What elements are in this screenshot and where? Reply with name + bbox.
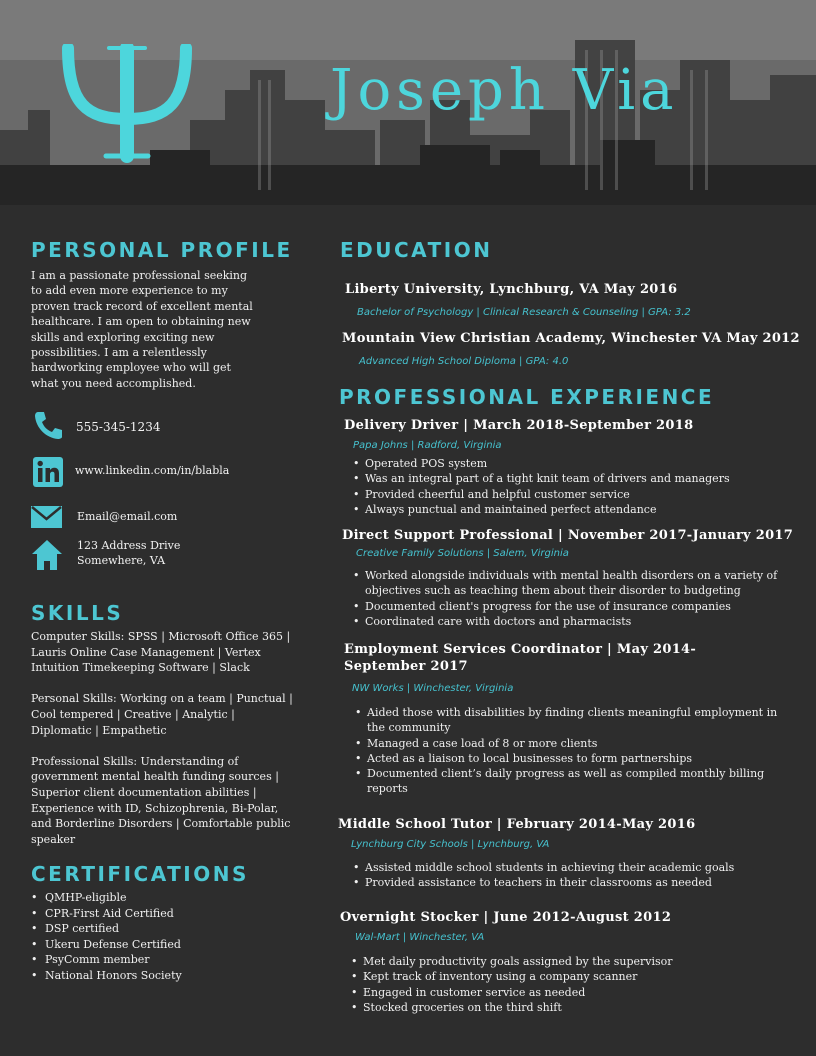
job-employer: Lynchburg City Schools | Lynchburg, VA (351, 839, 550, 850)
job-employer: Wal-Mart | Winchester, VA (355, 932, 485, 943)
list-item: • QMHP-eligible (31, 890, 182, 906)
header-banner (0, 0, 816, 205)
list-item: • Managed a case load of 8 or more clients (355, 736, 795, 751)
address-line1: 123 Address Drive (77, 539, 181, 552)
candidate-name: Joseph Via (330, 58, 679, 123)
email-address[interactable]: Email@email.com (77, 510, 178, 523)
computer-skills: Computer Skills: SPSS | Microsoft Office 365 | Lauris Online Case Management | Vertex Intuition Timekeeping Software | Slack (31, 630, 291, 675)
list-item: • Documented client's progress for the use of insurance companies (353, 599, 783, 614)
job-bullets (353, 456, 793, 517)
list-item: • Always punctual and maintained perfect attendance (353, 502, 793, 517)
profile-text: I am a passionate professional seeking to add even more experience to my proven track record of excellent mental healthcare. I am open to obtaining new skills and exploring exciting new possibilities. I am a relentlessly hardworking employee who will get what you need accomplished. (31, 269, 253, 390)
list-item: • Acted as a liaison to local businesses to form partnerships (355, 751, 795, 766)
experience-heading: PROFESSIONAL EXPERIENCE (339, 385, 715, 409)
education-title: Mountain View Christian Academy, Winchester VA May 2012 (342, 331, 800, 346)
list-item: • Operated POS system (353, 456, 793, 471)
job-title: Overnight Stocker | June 2012-August 2012 (340, 910, 672, 925)
list-item: • National Honors Society (31, 968, 182, 984)
list-item: • Worked alongside individuals with mental health disorders on a variety of objectives such as teaching them about their disorder to budgeting (353, 568, 783, 599)
professional-skills: Professional Skills: Understanding of government mental health funding sources | Superior client documentation abilities | Experience with ID, Schizophrenia, Bi-Polar, and Borderline Disorders | Comfortable public speaker (31, 754, 291, 846)
list-item: • DSP certified (31, 921, 182, 937)
linkedin-icon (33, 457, 63, 487)
job-title: Delivery Driver | March 2018-September 2018 (344, 418, 694, 433)
job-bullets (353, 860, 793, 891)
profile-heading: PERSONAL PROFILE (31, 238, 293, 262)
psi-symbol-icon (62, 44, 192, 164)
job-bullets (355, 705, 795, 797)
list-item: • CPR-First Aid Certified (31, 906, 182, 922)
job-bullets (353, 568, 783, 629)
address-line2: Somewhere, VA (77, 554, 166, 567)
list-item: • Coordinated care with doctors and pharmacists (353, 614, 783, 629)
list-item: • Met daily productivity goals assigned by the supervisor (351, 954, 791, 969)
job-title: Middle School Tutor | February 2014-May 2016 (338, 817, 696, 832)
phone-number[interactable]: 555-345-1234 (76, 420, 161, 434)
certifications-list (31, 890, 182, 984)
certifications-heading: CERTIFICATIONS (31, 862, 249, 886)
job-employer: Creative Family Solutions | Salem, Virginia (356, 548, 569, 559)
list-item: • Documented client’s daily progress as well as compiled monthly billing reports (355, 766, 795, 797)
list-item: • Provided cheerful and helpful customer service (353, 487, 793, 502)
job-title: Employment Services Coordinator | May 2014- (344, 642, 697, 657)
home-icon (31, 539, 63, 571)
list-item: • Provided assistance to teachers in their classrooms as needed (353, 875, 793, 890)
education-detail: Bachelor of Psychology | Clinical Research & Counseling | GPA: 3.2 (357, 307, 691, 318)
list-item: • Stocked groceries on the third shift (351, 1000, 791, 1015)
list-item: • Was an integral part of a tight knit team of drivers and managers (353, 471, 793, 486)
list-item: • Kept track of inventory using a company scanner (351, 969, 791, 984)
education-title: Liberty University, Lynchburg, VA May 2016 (345, 282, 678, 297)
list-item: • Assisted middle school students in achieving their academic goals (353, 860, 793, 875)
list-item: • Engaged in customer service as needed (351, 985, 791, 1000)
list-item: • Aided those with disabilities by finding clients meaningful employment in the community (355, 705, 795, 736)
job-employer: Papa Johns | Radford, Virginia (353, 440, 502, 451)
education-heading: EDUCATION (340, 238, 493, 262)
linkedin-url[interactable]: www.linkedin.com/in/blabla (75, 464, 230, 477)
list-item: • Ukeru Defense Certified (31, 937, 182, 953)
job-bullets (351, 954, 791, 1015)
personal-skills: Personal Skills: Working on a team | Punctual | Cool tempered | Creative | Analytic | Diplomatic | Empathetic (31, 692, 293, 737)
job-title-continued: September 2017 (344, 659, 468, 674)
education-detail: Advanced High School Diploma | GPA: 4.0 (359, 356, 569, 367)
skills-heading: SKILLS (31, 601, 124, 625)
job-employer: NW Works | Winchester, Virginia (352, 683, 514, 694)
job-title: Direct Support Professional | November 2017-January 2017 (342, 528, 794, 543)
list-item: • PsyComm member (31, 952, 182, 968)
phone-icon (33, 410, 63, 440)
skills-list (31, 629, 293, 863)
email-icon (31, 506, 62, 528)
